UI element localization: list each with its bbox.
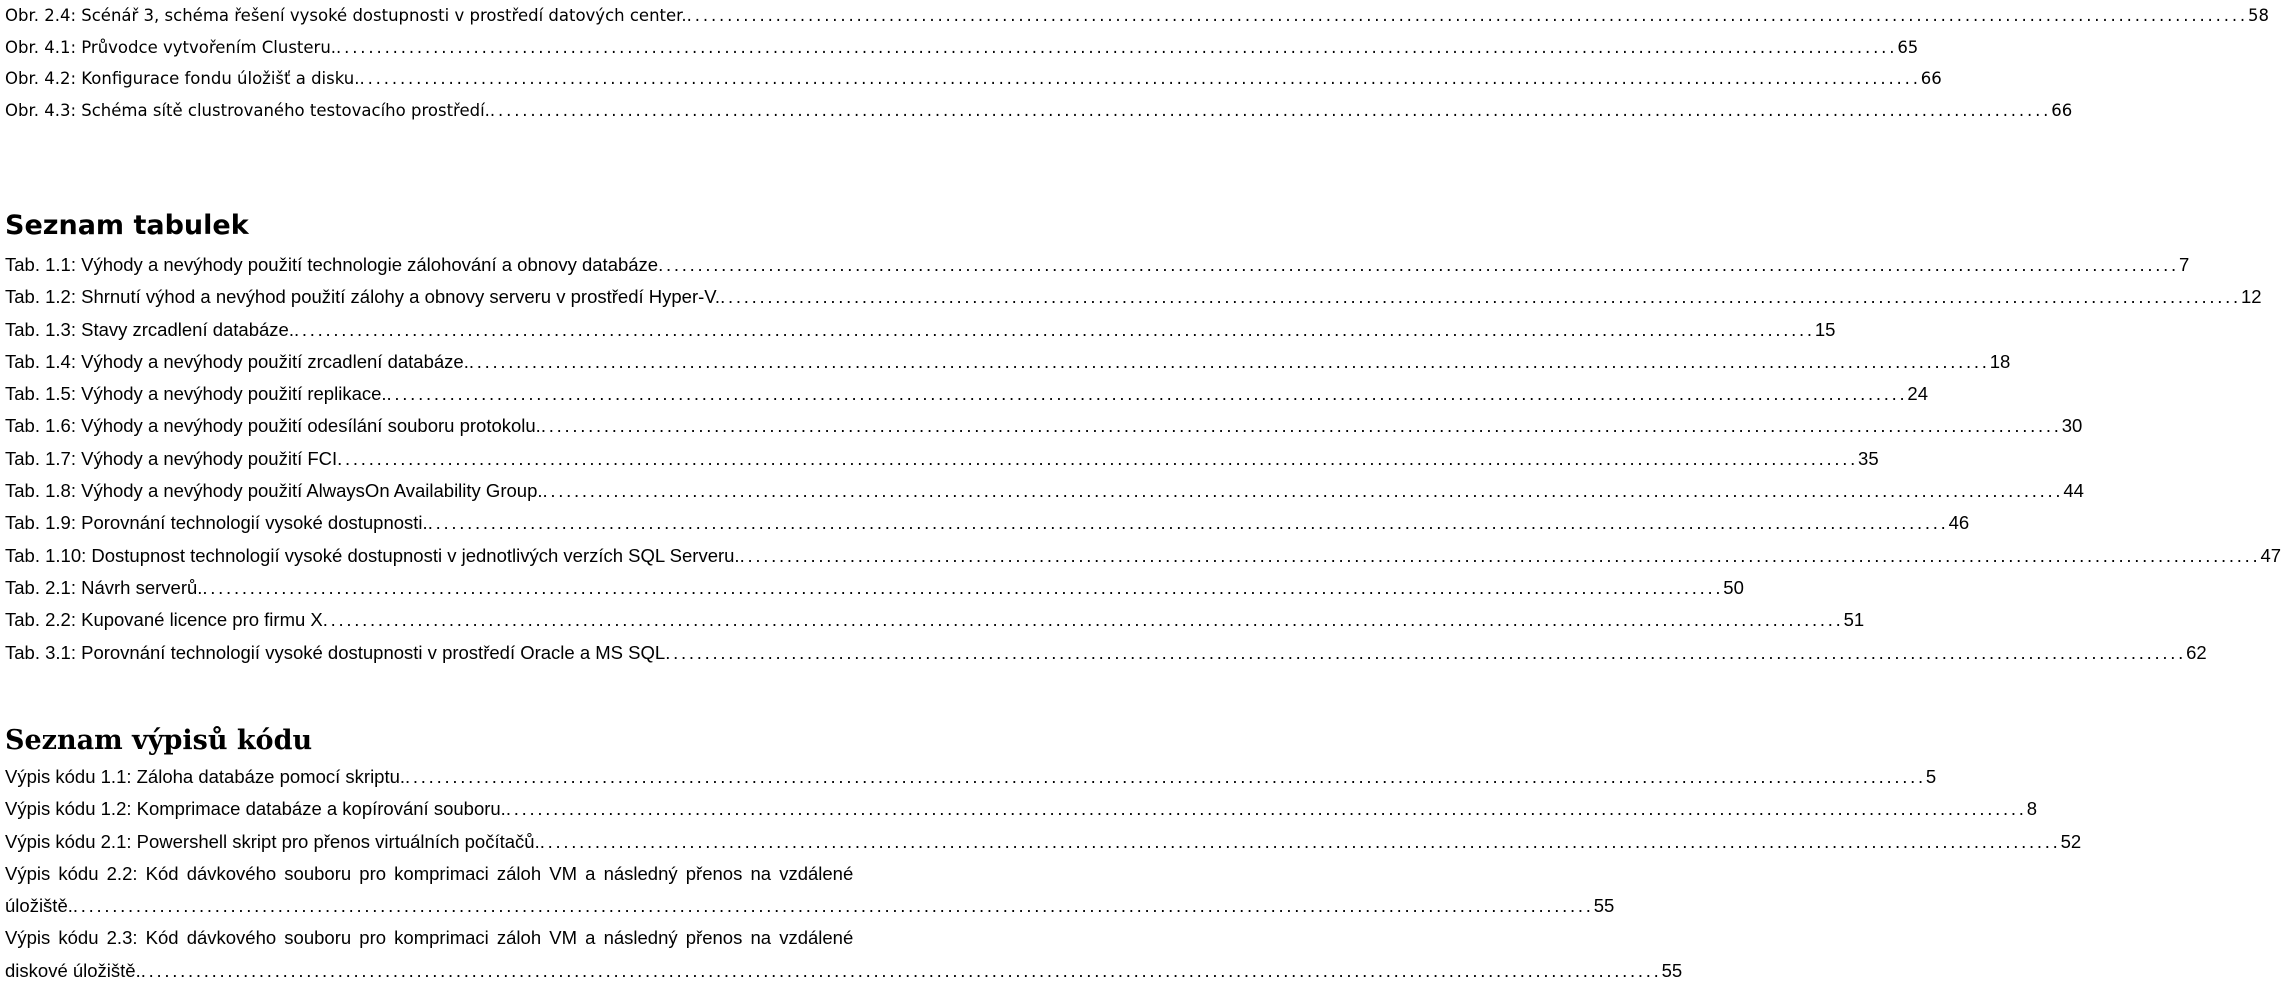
dot-leader bbox=[469, 346, 1986, 378]
toc-entry-label: Tab. 1.2: Shrnutí výhod a nevýhod použití zálohy a obnovy serveru v prostředí Hyper-V. bbox=[5, 286, 721, 308]
dot-leader bbox=[540, 826, 2057, 858]
toc-entry[interactable] bbox=[5, 507, 1970, 539]
dot-leader bbox=[665, 637, 2182, 669]
toc-entry-label: Tab. 1.8: Výhody a nevýhody použití AlwaysOn Availability Group. bbox=[5, 480, 543, 502]
toc-entry[interactable] bbox=[5, 378, 1928, 410]
toc-entry-page: 8 bbox=[2026, 798, 2037, 820]
toc-entry-label: Obr. 4.3: Schéma sítě clustrovaného testovacího prostředí. bbox=[5, 100, 490, 120]
toc-entry[interactable] bbox=[5, 540, 2281, 572]
dot-leader bbox=[387, 378, 1904, 410]
toc-entry[interactable] bbox=[5, 572, 1744, 604]
toc-entry[interactable] bbox=[5, 410, 2083, 442]
toc-entry-page: 51 bbox=[1843, 609, 1865, 631]
toc-entry[interactable] bbox=[5, 95, 2073, 127]
toc-entry-label: Obr. 4.1: Průvodce vytvořením Clusteru. bbox=[5, 37, 337, 57]
toc-entry[interactable] bbox=[5, 281, 2262, 313]
toc-entry[interactable] bbox=[5, 637, 2207, 669]
toc-entry-label: Tab. 1.1: Výhody a nevýhody použití technologie zálohování a obnovy databáze bbox=[5, 254, 659, 275]
dot-leader bbox=[337, 443, 1854, 475]
toc-entry-page: 55 bbox=[1593, 895, 1615, 917]
toc-entry-label: Tab. 1.6: Výhody a nevýhody použití odesílání souboru protokolu. bbox=[5, 415, 541, 437]
toc-entry-label: Výpis kódu 1.1: Záloha databáze pomocí skriptu. bbox=[5, 766, 406, 787]
toc-entry-page: 15 bbox=[1814, 318, 1836, 340]
list-of-code-listings bbox=[5, 761, 2082, 987]
section-heading-tables: Seznam tabulek bbox=[5, 210, 249, 241]
toc-entry-page: 35 bbox=[1858, 447, 1879, 469]
dot-leader bbox=[687, 0, 2244, 32]
toc-entry-page: 5 bbox=[1925, 766, 1937, 787]
toc-entry-label: Tab. 3.1: Porovnání technologií vysoké dostupnosti v prostředí Oracle a MS SQL bbox=[5, 641, 666, 663]
dot-leader bbox=[202, 572, 1719, 604]
toc-entry[interactable] bbox=[5, 443, 1879, 475]
toc-entry-page: 24 bbox=[1907, 383, 1928, 405]
toc-entry-wrapped[interactable] bbox=[5, 922, 1683, 987]
dot-leader bbox=[428, 507, 1945, 539]
dot-leader bbox=[323, 604, 1840, 636]
toc-entry-label: Tab. 1.5: Výhody a nevýhody použití replikace. bbox=[5, 383, 387, 405]
toc-entry-page: 50 bbox=[1723, 576, 1744, 598]
dot-leader bbox=[543, 475, 2060, 507]
toc-entry-label: Tab. 2.1: Návrh serverů. bbox=[5, 576, 203, 598]
toc-entry-page: 52 bbox=[2060, 830, 2082, 852]
dot-leader bbox=[294, 314, 1811, 346]
toc-entry[interactable] bbox=[5, 475, 2084, 507]
dot-leader bbox=[720, 281, 2237, 313]
toc-entry-label: Výpis kódu 1.2: Komprimace databáze a kopírování souboru. bbox=[5, 798, 506, 820]
toc-entry-label: Obr. 4.2: Konfigurace fondu úložišť a disku. bbox=[5, 69, 360, 88]
toc-entry-label: Obr. 2.4: Scénář 3, schéma řešení vysoké dostupnosti v prostředí datových center. bbox=[5, 6, 687, 25]
list-of-figures bbox=[5, 0, 2269, 126]
list-of-tables bbox=[5, 249, 2281, 669]
toc-entry-page: 58 bbox=[2247, 6, 2269, 25]
toc-entry-continuation bbox=[5, 955, 1683, 987]
toc-entry-label: Tab. 1.10: Dostupnost technologií vysoké dostupnosti v jednotlivých verzích SQL Serveru. bbox=[5, 544, 740, 566]
toc-entry-page: 55 bbox=[1661, 959, 1683, 981]
toc-entry-page: 12 bbox=[2240, 286, 2262, 308]
toc-entry-continuation bbox=[5, 890, 1615, 922]
dot-leader bbox=[506, 793, 2023, 825]
toc-entry[interactable] bbox=[5, 32, 1919, 64]
toc-entry-page: 30 bbox=[2061, 415, 2083, 437]
toc-entry[interactable] bbox=[5, 604, 1865, 636]
toc-entry-label: Tab. 1.7: Výhody a nevýhody použití FCI bbox=[5, 447, 338, 469]
dot-leader bbox=[360, 63, 1917, 95]
toc-entry-page: 44 bbox=[2063, 480, 2084, 502]
toc-entry-label-line2: úložiště. bbox=[5, 895, 73, 917]
toc-entry-page: 46 bbox=[1948, 512, 1970, 534]
dot-leader bbox=[141, 955, 1658, 987]
toc-entry-wrapped[interactable] bbox=[5, 858, 1615, 923]
section-heading-code-listings: Seznam výpisů kódu bbox=[5, 725, 313, 756]
toc-entry[interactable] bbox=[5, 826, 2082, 858]
dot-leader bbox=[740, 540, 2257, 572]
toc-entry-label-line2: diskové úložiště. bbox=[5, 959, 141, 981]
dot-leader bbox=[405, 761, 1922, 793]
toc-entry-label-line1: Výpis kódu 2.2: Kód dávkového souboru pro komprimaci záloh VM a následný přenos na vzdálené bbox=[5, 862, 854, 884]
toc-entry-label-line1: Výpis kódu 2.3: Kód dávkového souboru pro komprimaci záloh VM a následný přenos na vzdálené bbox=[5, 927, 854, 949]
toc-entry[interactable] bbox=[5, 0, 2269, 32]
toc-entry-page: 66 bbox=[2051, 100, 2073, 120]
toc-entry-page: 47 bbox=[2260, 544, 2281, 566]
toc-entry-page: 66 bbox=[1920, 69, 1942, 88]
dot-leader bbox=[490, 95, 2047, 127]
toc-entry-page: 65 bbox=[1897, 37, 1919, 57]
toc-entry-page: 18 bbox=[1989, 350, 2011, 372]
toc-entry-label: Tab. 2.2: Kupované licence pro firmu X bbox=[5, 609, 323, 631]
toc-entry[interactable] bbox=[5, 346, 2011, 378]
dot-leader bbox=[658, 249, 2175, 281]
dot-leader bbox=[541, 410, 2058, 442]
toc-entry-label: Tab. 1.4: Výhody a nevýhody použití zrcadlení databáze. bbox=[5, 350, 469, 372]
dot-leader bbox=[73, 890, 1590, 922]
toc-entry-page: 62 bbox=[2186, 641, 2207, 663]
toc-entry[interactable] bbox=[5, 793, 2037, 825]
toc-entry-label: Výpis kódu 2.1: Powershell skript pro přenos virtuálních počítačů. bbox=[5, 830, 540, 852]
toc-entry[interactable] bbox=[5, 761, 1937, 793]
dot-leader bbox=[336, 32, 1893, 64]
toc-entry[interactable] bbox=[5, 314, 1836, 346]
toc-entry[interactable] bbox=[5, 249, 2190, 281]
toc-entry-page: 7 bbox=[2178, 254, 2190, 275]
toc-entry-label: Tab. 1.3: Stavy zrcadlení databáze. bbox=[5, 318, 294, 340]
toc-entry[interactable] bbox=[5, 63, 1942, 95]
toc-entry-label: Tab. 1.9: Porovnání technologií vysoké dostupnosti. bbox=[5, 512, 428, 534]
